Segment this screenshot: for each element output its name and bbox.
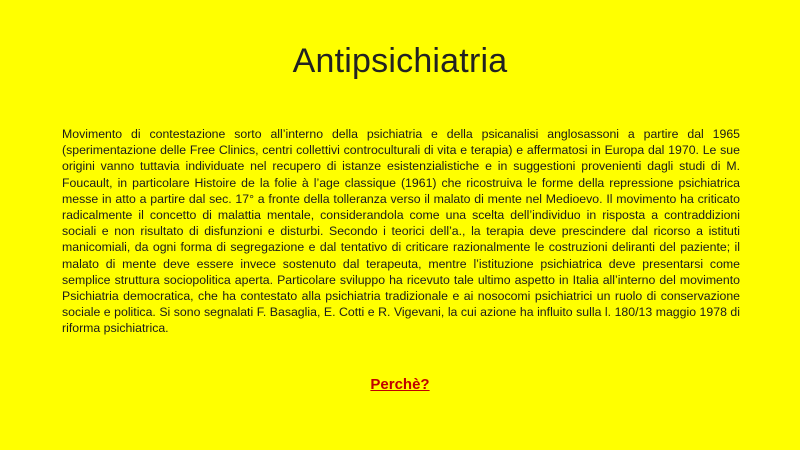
perche-link[interactable]: Perchè? — [370, 376, 430, 393]
slide-title: Antipsichiatria — [292, 42, 508, 80]
body-paragraph: Movimento di contestazione sorto all’interno della psichiatria e della psicanalisi anglosassoni a partire dal 1965 (sperimentazione delle Free Clinics, centri collettivi controculturali di vita e terapia) e affermatosi in Europa dal 1970. Le sue origini vanno tuttavia individuate nel recupero di istanze esistenzialistiche e in suggestioni provenienti dagli studi di M. Foucault, in particolare Histoire de la folie à l’age classique (1961) che ricostruiva le forme della repressione psichiatrica messe in atto a partire dal sec. 17° a fronte della tolleranza verso il malato di mente nel Medioevo. Il movimento ha criticato radicalmente il concetto di malattia mentale, considerandola come una scelta dell’individuo in risposta a contraddizioni sociali e non risultato di disfunzioni e disturbi. Secondo i teorici dell’a., la terapia deve prescindere dal ricorso a istituti manicomiali, da ogni forma di segregazione e dal tentativo di criticare razionalmente le costruzioni deliranti del paziente; il malato di mente deve essere invece sostenuto dal terapeuta, mentre l’istituzione psichiatrica deve presentarsi come semplice struttura sociopolitica aperta. Particolare sviluppo ha ricevuto tale ultimo aspetto in Italia all’interno del movimento Psichiatria democratica, che ha contestato alla psichiatria tradizionale e ai nosocomi psichiatrici un ruolo di conservazione sociale e politica. Si sono segnalati F. Basaglia, E. Cotti e R. Vigevani, la cui azione ha influito sulla l. 180/13 maggio 1978 di riforma psichiatrica. — [62, 127, 740, 336]
